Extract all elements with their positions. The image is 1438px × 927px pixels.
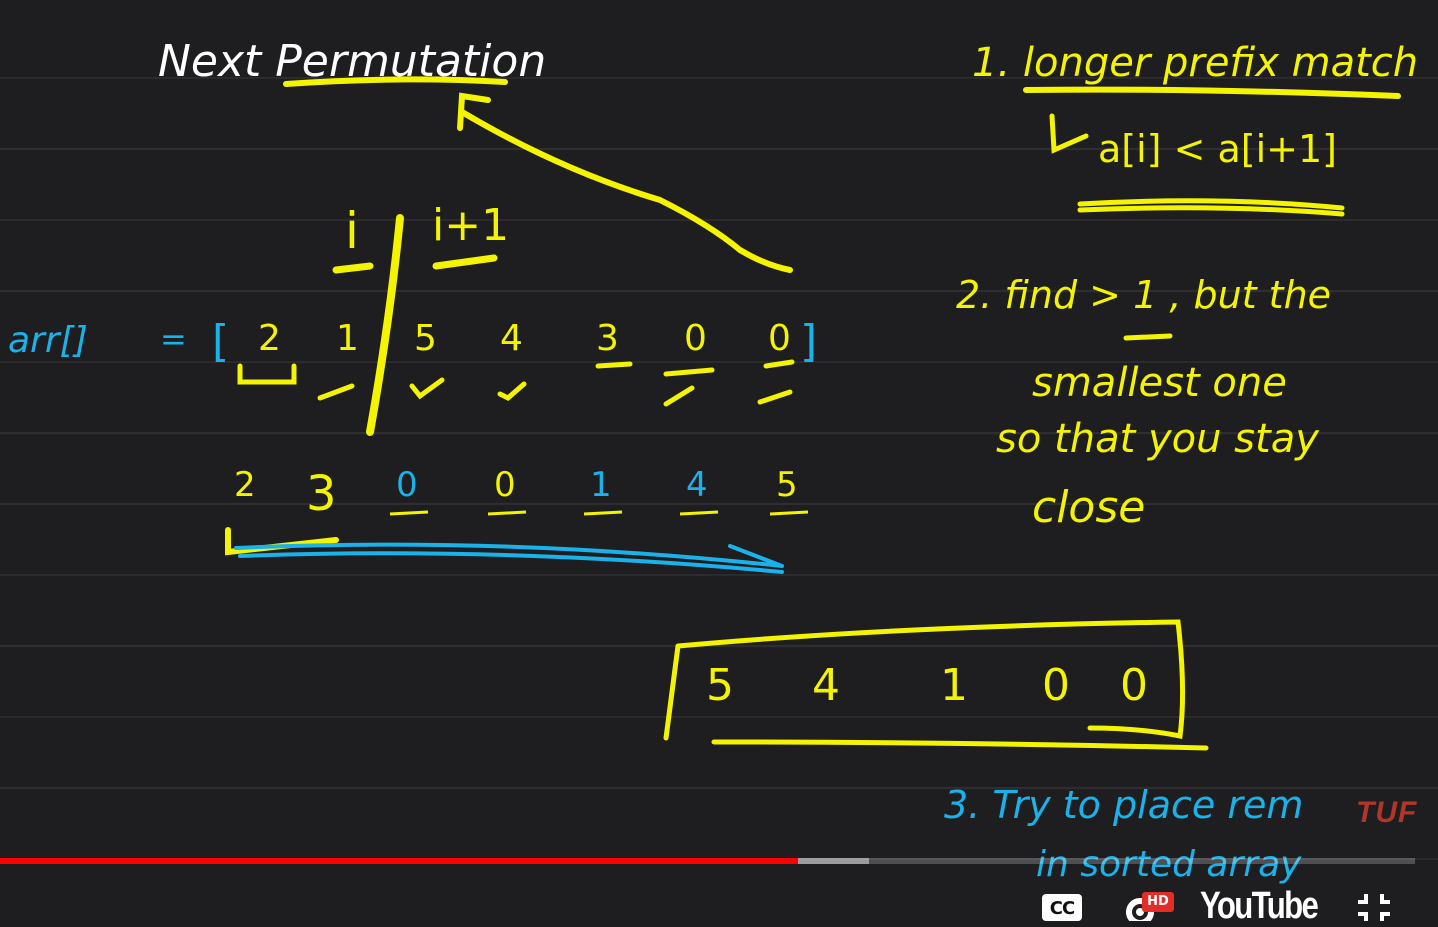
array-value: 3 (596, 318, 619, 359)
result-value-underline (680, 512, 718, 514)
youtube-logo[interactable]: YouTube (1200, 885, 1318, 927)
progress-played (0, 858, 798, 864)
index-i-label: i (345, 202, 359, 260)
tick-mark (320, 386, 352, 398)
result-value: 0 (396, 465, 418, 505)
step2-line3: so that you stay (996, 416, 1319, 462)
array-value: 4 (500, 318, 523, 359)
array-open-bracket: [ (212, 316, 230, 367)
step1-underline (1026, 90, 1398, 96)
boxed-value: 1 (940, 660, 968, 711)
result-value-underline (488, 512, 526, 514)
result-value: 3 (306, 466, 337, 522)
array-value: 5 (414, 318, 437, 359)
boxed-value: 0 (1042, 660, 1070, 711)
hd-badge: HD (1142, 892, 1174, 912)
index-i-underline (336, 266, 370, 270)
captions-button[interactable]: CC (1042, 894, 1082, 921)
tick-mark (598, 364, 630, 366)
step1-title: 1. longer prefix match (972, 40, 1419, 86)
step1-condition-underline (1080, 201, 1342, 214)
result-value: 4 (686, 465, 708, 505)
channel-watermark: TUF (1356, 796, 1418, 829)
check-icon (412, 380, 442, 396)
fullscreen-button[interactable] (1354, 888, 1394, 921)
result-values-row (234, 465, 808, 522)
array-close-bracket: ] (800, 316, 818, 367)
result-value: 2 (234, 465, 256, 505)
array-value: 1 (336, 318, 359, 359)
prefix-bracket (240, 366, 294, 382)
result-value: 1 (590, 465, 612, 505)
hook-arrow-icon (1052, 116, 1086, 150)
result-value-underline (770, 512, 808, 514)
array-value: 0 (684, 318, 707, 359)
pivot-divider-line (370, 218, 400, 432)
progress-bar[interactable] (0, 858, 1415, 864)
boxed-value: 4 (812, 660, 840, 711)
page-title: Next Permutation (158, 36, 547, 87)
sorted-suffix-arrow-icon (236, 545, 782, 572)
step1-condition: a[i] < a[i+1] (1098, 127, 1338, 171)
array-value: 2 (258, 318, 281, 359)
array-label: arr[] (8, 320, 88, 361)
result-value: 5 (776, 465, 798, 505)
boxed-values-row (706, 660, 1148, 711)
step3-line2: in sorted array (1036, 844, 1302, 885)
index-i1-underline (436, 258, 494, 266)
result-value-underline (390, 512, 428, 514)
boxed-value: 0 (1120, 660, 1148, 711)
suffix-box-underline (714, 742, 1206, 748)
array-equals: = (160, 320, 187, 358)
step2-line2: smallest one (1032, 360, 1287, 406)
step3-line1: 3. Try to place rem (944, 783, 1304, 827)
pointer-arrow-line (462, 112, 790, 270)
check-icon (500, 384, 524, 398)
exit-fullscreen-icon (1354, 888, 1394, 921)
player-controls (0, 872, 1438, 927)
step2-line4: close (1032, 482, 1146, 533)
array-values-row (258, 318, 791, 359)
boxed-value: 5 (706, 660, 734, 711)
suffix-box (666, 622, 1183, 738)
result-value: 0 (494, 465, 516, 505)
check-icon (760, 362, 792, 402)
step2-line1: 2. find > 1 , but the (956, 273, 1332, 317)
index-i1-label: i+1 (432, 200, 510, 251)
result-value-underline (584, 512, 622, 514)
array-value: 0 (768, 318, 791, 359)
step2-underline (1126, 336, 1170, 338)
check-icon (666, 370, 712, 404)
